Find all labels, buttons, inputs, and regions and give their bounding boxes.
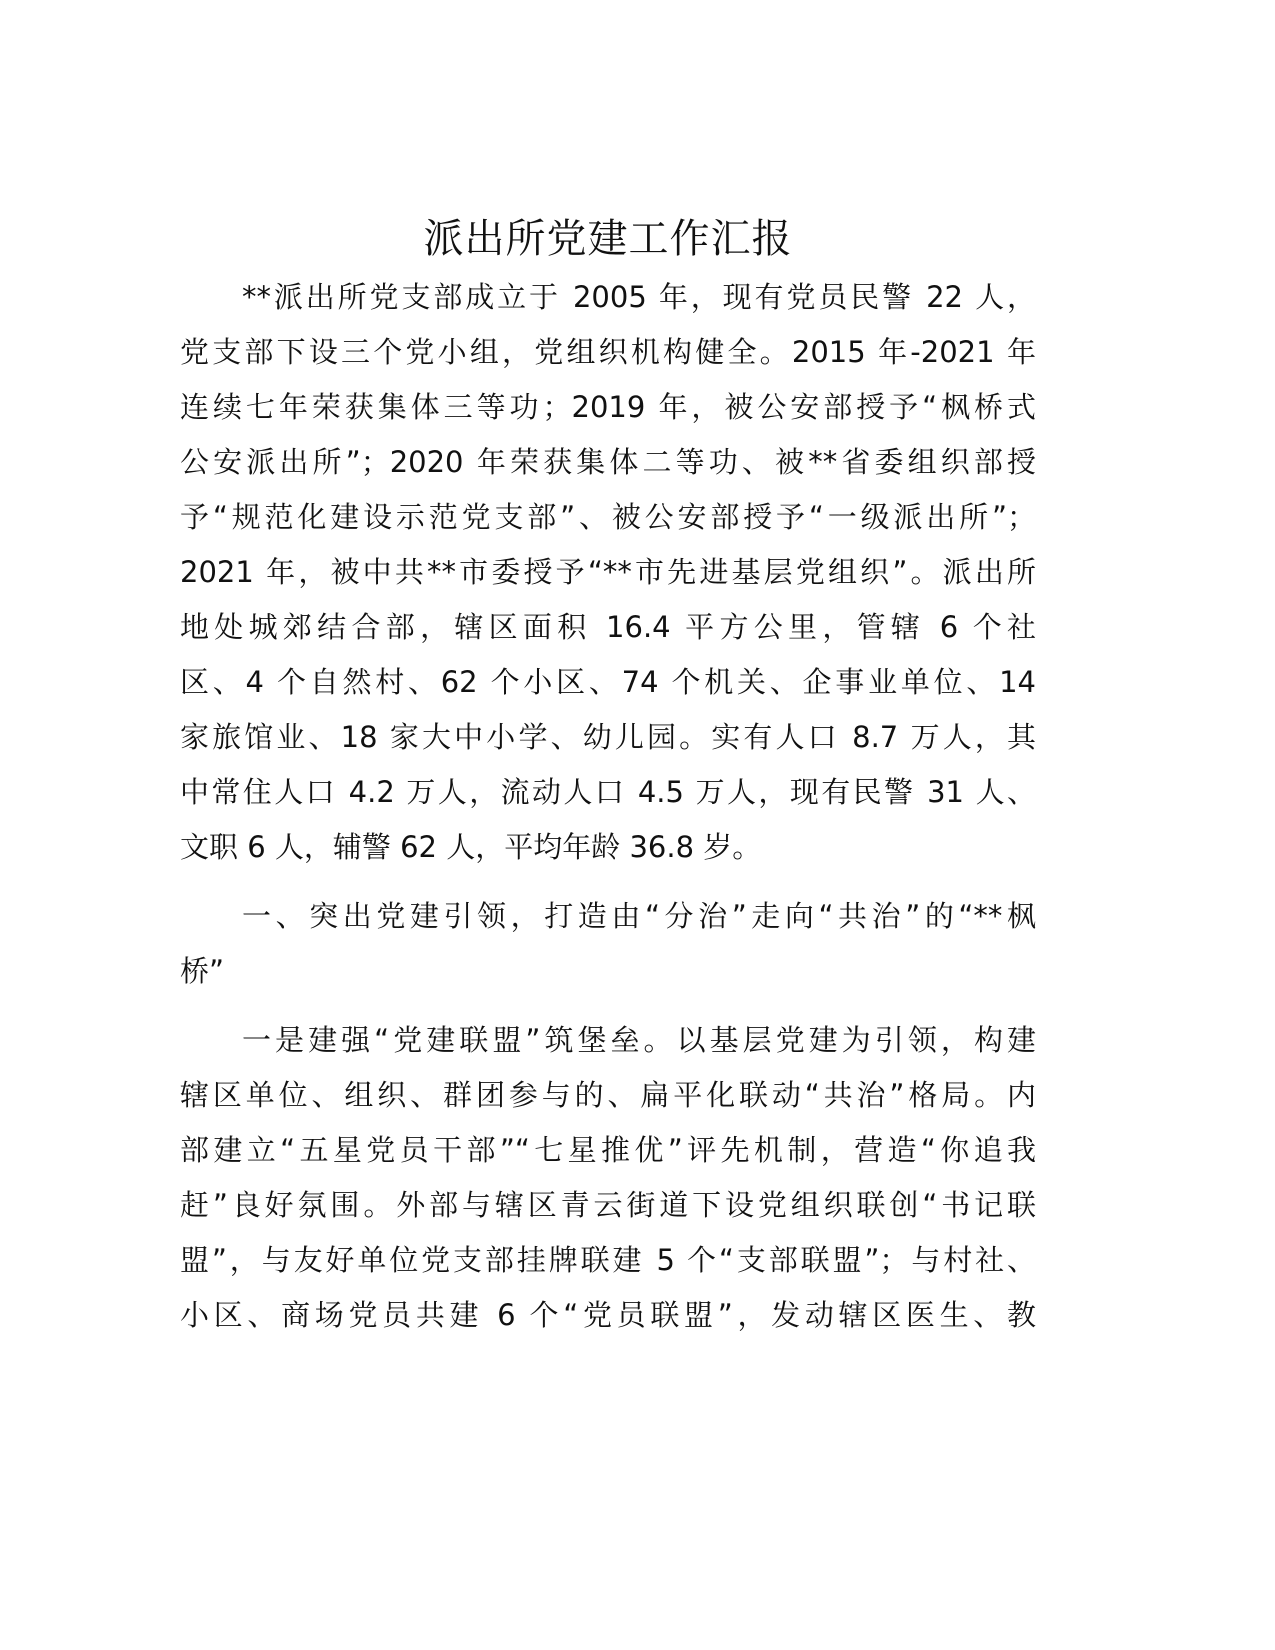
section-1-heading — [180, 889, 1036, 999]
paragraph-line: 中常住人口 4.2 万人，流动人口 4.5 万人，现有民警 31 人、 — [180, 775, 1036, 809]
paragraph-line: 盟”，与友好单位党支部挂牌联建 5 个“支部联盟”；与村社、 — [180, 1243, 1036, 1277]
paragraph-line: 党支部下设三个党小组，党组织机构健全。2015 年-2021 年 — [180, 335, 1036, 369]
paragraph-line: 公安派出所”；2020 年荣获集体二等功、被**省委组织部授 — [180, 445, 1036, 479]
paragraph-line: 地处城郊结合部，辖区面积 16.4 平方公里，管辖 6 个社 — [180, 610, 1036, 644]
paragraph-line: 连续七年荣获集体三等功；2019 年，被公安部授予“枫桥式 — [180, 390, 1036, 424]
paragraph-line: 辖区单位、组织、群团参与的、扁平化联动“共治”格局。内 — [180, 1078, 1036, 1112]
heading-line: 一、突出党建引领，打造由“分治”走向“共治”的“**枫 — [242, 899, 1036, 933]
paragraph-line: 家旅馆业、18 家大中小学、幼儿园。实有人口 8.7 万人，其 — [180, 720, 1036, 754]
paragraph-line: **派出所党支部成立于 2005 年，现有党员民警 22 人， — [242, 280, 1036, 314]
document-title: 派出所党建工作汇报 — [423, 216, 793, 262]
paragraph-line: 予“规范化建设示范党支部”、被公安部授予“一级派出所”； — [180, 500, 1036, 534]
intro-paragraph — [180, 270, 1036, 875]
heading-line: 桥” — [180, 954, 225, 988]
document-page — [180, 208, 1036, 1343]
paragraph-line: 区、4 个自然村、62 个小区、74 个机关、企事业单位、14 — [180, 665, 1036, 699]
paragraph-line: 赶”良好氛围。外部与辖区青云街道下设党组织联创“书记联 — [180, 1188, 1036, 1222]
paragraph-line: 文职 6 人，辅警 62 人，平均年龄 36.8 岁。 — [180, 830, 762, 864]
paragraph-spacer — [180, 999, 1036, 1013]
paragraph-line: 部建立“五星党员干部”“七星推优”评先机制，营造“你追我 — [180, 1133, 1036, 1167]
paragraph-line: 一是建强“党建联盟”筑堡垒。以基层党建为引领，构建 — [242, 1023, 1036, 1057]
paragraph-line: 小区、商场党员共建 6 个“党员联盟”，发动辖区医生、教 — [180, 1298, 1036, 1332]
paragraph-spacer — [180, 875, 1036, 889]
section-1-body — [180, 1013, 1036, 1343]
paragraph-line: 2021 年，被中共**市委授予“**市先进基层党组织”。派出所 — [180, 555, 1036, 589]
